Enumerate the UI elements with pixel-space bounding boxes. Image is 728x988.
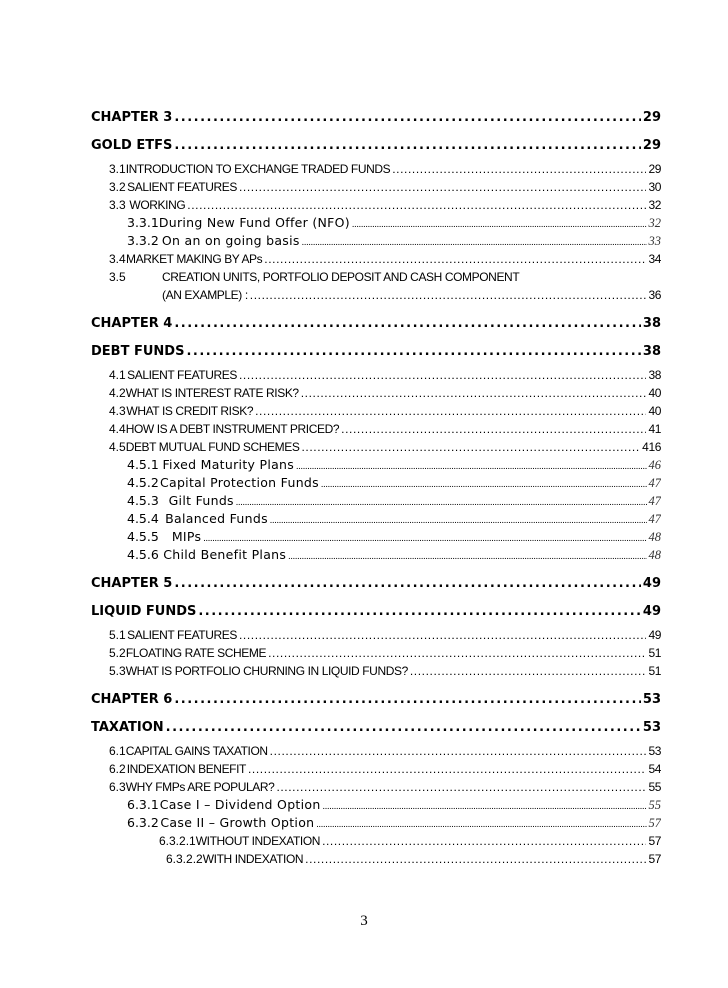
toc-entry-number: 5.2	[109, 646, 126, 660]
toc-dot-leader	[322, 832, 646, 850]
toc-section-entry[interactable]	[91, 438, 661, 456]
toc-section-entry[interactable]	[91, 366, 661, 384]
toc-section-entry[interactable]	[91, 644, 661, 662]
toc-entry-page: 57	[648, 852, 661, 866]
toc-entry-number: 4.5	[109, 440, 126, 454]
toc-dot-leader	[341, 420, 646, 438]
toc-dot-leader	[203, 529, 646, 546]
toc-dot-leader	[301, 438, 640, 456]
toc-entry-title: Gilt Funds	[168, 493, 234, 508]
toc-dot-leader	[236, 493, 647, 510]
toc-entry-title: CHAPTER 6	[91, 692, 173, 707]
toc-dot-leader	[268, 644, 646, 662]
toc-entry-title: WHY FMPs ARE POPULAR?	[125, 780, 275, 794]
toc-dot-leader	[250, 286, 647, 304]
toc-entry-number: 3.1	[109, 162, 126, 176]
toc-chapter-entry[interactable]	[91, 598, 661, 626]
toc-entry-title: WORKING	[129, 198, 186, 212]
toc-entry-page: 38	[648, 368, 661, 382]
toc-entry-number: 6.2	[109, 762, 126, 776]
toc-entry-page: 34	[648, 252, 661, 266]
toc-entry-page: 47	[648, 494, 661, 508]
toc-entry-number: 3.2	[109, 180, 126, 194]
toc-subsection-entry[interactable]	[91, 546, 661, 564]
toc-dot-leader	[264, 250, 646, 268]
toc-entry-number: 6.3.1	[127, 797, 159, 812]
toc-dot-leader	[174, 570, 641, 598]
toc-entry-title: LIQUID FUNDS	[91, 604, 197, 619]
toc-entry-page: 33	[648, 234, 661, 248]
toc-entry-page: 47	[648, 476, 661, 490]
toc-dot-leader	[323, 797, 647, 814]
toc-chapter-entry[interactable]	[91, 686, 661, 714]
toc-entry-page: 55	[648, 798, 661, 812]
toc-entry-title: MIPs	[171, 529, 202, 544]
toc-entry-title: Balanced Funds	[165, 511, 268, 526]
toc-entry-page: 49	[648, 628, 661, 642]
toc-section-entry[interactable]	[91, 402, 661, 420]
toc-entry-title: On an on going basis	[161, 233, 300, 248]
toc-entry-number: 4.5.1	[127, 457, 159, 472]
toc-dot-leader	[174, 132, 641, 160]
toc-entry-number: 3.4	[109, 252, 126, 266]
toc-entry-number: 4.5.2	[127, 475, 159, 490]
toc-entry-page: 57	[648, 816, 661, 830]
toc-entry-number: 6.3	[109, 780, 126, 794]
toc-dot-leader	[296, 457, 646, 474]
toc-entry-number: 4.5.6	[127, 547, 159, 562]
toc-entry-title: SALIENT FEATURES	[127, 628, 237, 642]
toc-section-continuation[interactable]	[91, 286, 661, 304]
toc-entry-title: WHAT IS CREDIT RISK?	[126, 404, 254, 418]
toc-dot-leader	[239, 626, 646, 644]
toc-entry-title: During New Fund Offer (NFO)	[158, 215, 350, 230]
toc-entry-page: 49	[642, 604, 661, 619]
toc-dot-leader	[239, 178, 646, 196]
toc-subsubsection-entry[interactable]	[91, 850, 661, 868]
toc-section-entry[interactable]	[91, 268, 661, 286]
toc-entry-title: Case I – Dividend Option	[159, 797, 321, 812]
toc-entry-page: 29	[648, 162, 661, 176]
toc-entry-title: Case II – Growth Option	[160, 815, 315, 830]
toc-dot-leader	[270, 511, 647, 528]
toc-entry-page: 30	[648, 180, 661, 194]
toc-chapter-entry[interactable]	[91, 714, 661, 742]
toc-entry-page: 48	[648, 548, 661, 562]
toc-entry-number: 6.3.2	[127, 815, 159, 830]
toc-dot-leader	[410, 662, 647, 680]
toc-entry-number: 5.3	[109, 664, 126, 678]
toc-section-entry[interactable]	[91, 778, 661, 796]
toc-entry-page: 53	[642, 720, 661, 735]
toc-entry-page: 40	[648, 404, 661, 418]
toc-dot-leader	[255, 402, 646, 420]
toc-entry-title: DEBT FUNDS	[91, 344, 185, 359]
toc-subsection-entry[interactable]	[91, 528, 661, 546]
toc-entry-title: Capital Protection Funds	[159, 475, 319, 490]
toc-chapter-entry[interactable]	[91, 570, 661, 598]
toc-dot-leader	[321, 475, 647, 492]
toc-entry-page: 51	[648, 664, 661, 678]
toc-section-entry[interactable]	[91, 384, 661, 402]
toc-entry-number: 4.2	[109, 386, 126, 400]
toc-section-entry[interactable]	[91, 662, 661, 680]
page-number: 3	[360, 913, 368, 929]
toc-subsection-entry[interactable]	[91, 474, 661, 492]
toc-dot-leader	[352, 215, 647, 232]
toc-dot-leader	[288, 547, 646, 564]
toc-entry-number: 6.3.2.2	[166, 852, 203, 866]
toc-entry-title: WITHOUT INDEXATION	[195, 834, 321, 848]
toc-subsection-entry[interactable]	[91, 214, 661, 232]
toc-entry-title: FLOATING RATE SCHEME	[125, 646, 267, 660]
toc-dot-leader	[270, 742, 647, 760]
toc-entry-page: 29	[642, 110, 661, 125]
toc-dot-leader	[316, 815, 646, 832]
toc-entry-number: 3.3.1	[127, 215, 159, 230]
toc-entry-number: 4.1	[109, 368, 126, 382]
toc-subsubsection-entry[interactable]	[91, 832, 661, 850]
toc-entry-number: 3.3	[109, 198, 126, 212]
toc-entry-page: 53	[642, 692, 661, 707]
toc-entry-page: 55	[648, 780, 661, 794]
toc-entry-title: DEBT MUTUAL FUND SCHEMES	[125, 440, 300, 454]
toc-dot-leader	[239, 366, 646, 384]
table-of-contents	[91, 104, 661, 868]
toc-entry-number: 4.3	[109, 404, 126, 418]
toc-entry-page: 53	[648, 744, 661, 758]
toc-subsection-entry[interactable]	[91, 796, 661, 814]
toc-entry-number: 6.3.2.1	[159, 834, 196, 848]
toc-section-entry[interactable]	[91, 196, 661, 214]
toc-section-entry[interactable]	[91, 178, 661, 196]
toc-entry-number: 4.5.3	[127, 493, 159, 508]
toc-section-entry[interactable]	[91, 420, 661, 438]
toc-entry-title: CHAPTER 3	[91, 110, 173, 125]
toc-dot-leader	[186, 338, 640, 366]
toc-entry-page: 29	[642, 138, 661, 153]
toc-entry-page: 57	[648, 834, 661, 848]
toc-section-entry[interactable]	[91, 742, 661, 760]
toc-chapter-entry[interactable]	[91, 310, 661, 338]
toc-entry-title: Child Benefit Plans	[163, 547, 287, 562]
toc-entry-page: 32	[648, 198, 661, 212]
toc-section-entry[interactable]	[91, 760, 661, 778]
toc-subsection-entry[interactable]	[91, 814, 661, 832]
toc-dot-leader	[248, 760, 646, 778]
toc-entry-title: WITH INDEXATION	[202, 852, 304, 866]
toc-entry-number: 4.5.4	[127, 511, 159, 526]
toc-entry-page: 36	[648, 288, 661, 302]
toc-subsection-entry[interactable]	[91, 510, 661, 528]
toc-entry-page: 48	[648, 530, 661, 544]
toc-entry-number: 4.4	[109, 422, 126, 436]
toc-chapter-entry[interactable]	[91, 338, 661, 366]
toc-entry-number: 3.3.2	[127, 233, 159, 248]
toc-entry-title: MARKET MAKING BY APs	[126, 252, 263, 266]
toc-section-entry[interactable]	[91, 250, 661, 268]
toc-subsection-entry[interactable]	[91, 232, 661, 250]
toc-entry-page: 32	[648, 216, 661, 230]
toc-dot-leader	[166, 714, 641, 742]
toc-entry-page: 46	[648, 458, 661, 472]
toc-entry-title: CHAPTER 4	[91, 316, 173, 331]
toc-dot-leader	[174, 310, 641, 338]
toc-dot-leader	[198, 598, 641, 626]
toc-entry-page: 416	[642, 440, 661, 454]
toc-subsection-entry[interactable]	[91, 492, 661, 510]
toc-entry-title: TAXATION	[91, 720, 164, 735]
toc-dot-leader	[174, 104, 641, 132]
toc-entry-title: (AN EXAMPLE) :	[162, 288, 248, 302]
toc-entry-title: SALIENT FEATURES	[127, 368, 237, 382]
toc-entry-title: GOLD ETFS	[91, 138, 173, 153]
toc-entry-page: 54	[648, 762, 661, 776]
toc-dot-leader	[392, 160, 646, 178]
toc-entry-title: CAPITAL GAINS TAXATION	[125, 744, 268, 758]
toc-entry-page: 49	[642, 576, 661, 591]
toc-entry-title: CREATION UNITS, PORTFOLIO DEPOSIT AND CASH COMPONENT	[162, 270, 520, 284]
toc-entry-title: WHAT IS INTEREST RATE RISK?	[125, 386, 299, 400]
toc-entry-title: WHAT IS PORTFOLIO CHURNING IN LIQUID FUNDS?	[125, 664, 408, 678]
toc-entry-page: 40	[648, 386, 661, 400]
toc-dot-leader	[174, 686, 641, 714]
toc-entry-page: 38	[642, 344, 661, 359]
toc-entry-page: 38	[642, 316, 661, 331]
toc-chapter-entry[interactable]	[91, 132, 661, 160]
toc-section-entry[interactable]	[91, 626, 661, 644]
toc-entry-number: 3.5	[109, 270, 126, 284]
toc-entry-title: INTRODUCTION TO EXCHANGE TRADED FUNDS	[125, 162, 391, 176]
toc-section-entry[interactable]	[91, 160, 661, 178]
toc-entry-number: 4.5.5	[127, 529, 159, 544]
toc-entry-page: 41	[648, 422, 661, 436]
toc-entry-title: INDEXATION BENEFIT	[126, 762, 246, 776]
toc-entry-page: 51	[648, 646, 661, 660]
toc-entry-title: HOW IS A DEBT INSTRUMENT PRICED?	[125, 422, 340, 436]
toc-chapter-entry[interactable]	[91, 104, 661, 132]
toc-subsection-entry[interactable]	[91, 456, 661, 474]
toc-dot-leader	[301, 384, 647, 402]
toc-dot-leader	[276, 778, 646, 796]
toc-entry-title: Fixed Maturity Plans	[162, 457, 295, 472]
toc-entry-page: 47	[648, 512, 661, 526]
toc-entry-number: 5.1	[109, 628, 126, 642]
toc-entry-number: 6.1	[109, 744, 126, 758]
toc-dot-leader	[302, 233, 647, 250]
toc-entry-title: SALIENT FEATURES	[127, 180, 237, 194]
toc-dot-leader	[187, 196, 646, 214]
toc-dot-leader	[305, 850, 646, 868]
toc-entry-title: CHAPTER 5	[91, 576, 173, 591]
